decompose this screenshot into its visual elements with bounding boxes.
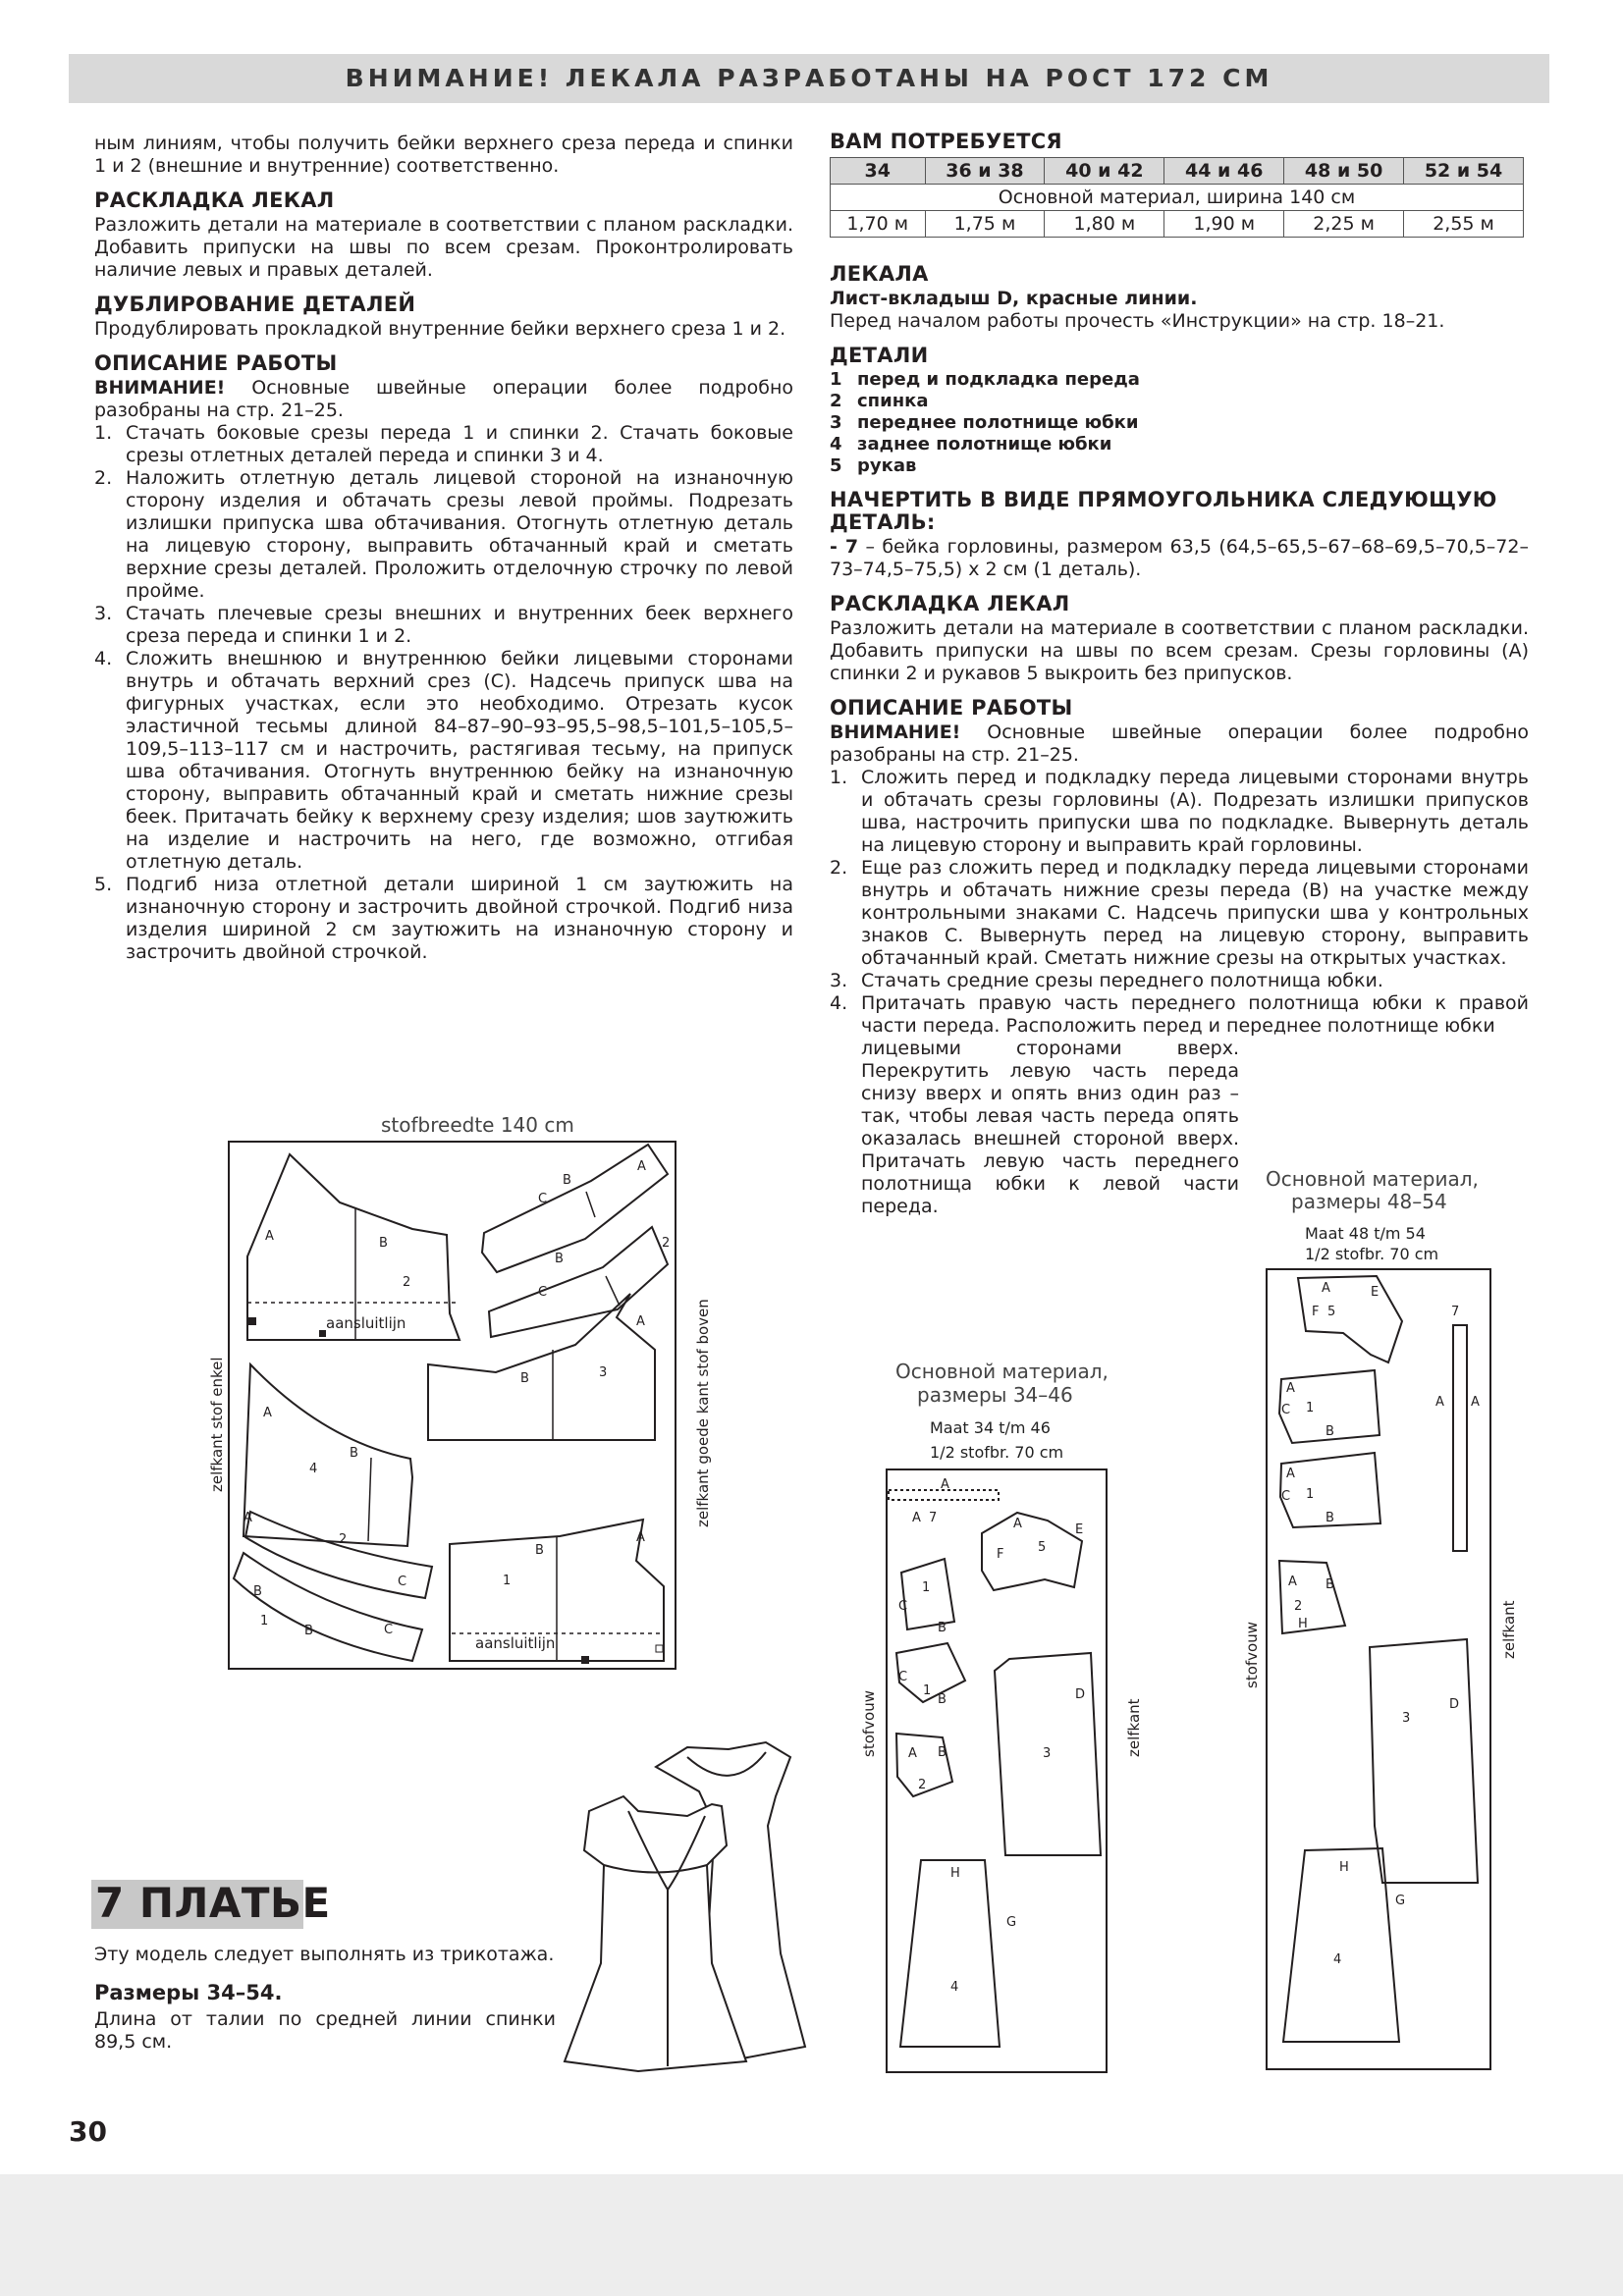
svg-text:A: A	[636, 1530, 645, 1545]
size-header: 44 и 46	[1164, 158, 1284, 185]
size-header: 52 и 54	[1404, 158, 1524, 185]
svg-text:7: 7	[929, 1511, 938, 1525]
svg-text:A: A	[243, 1511, 252, 1525]
svg-text:4: 4	[1333, 1952, 1342, 1967]
amount-cell: 1,70 м	[831, 211, 926, 238]
svg-text:B: B	[253, 1584, 262, 1599]
svg-text:C: C	[898, 1599, 908, 1614]
list-item: 3 переднее полотнище юбки	[830, 412, 1139, 433]
amount-cell: 1,80 м	[1045, 211, 1164, 238]
header-banner-text: ВНИМАНИЕ! ЛЕКАЛА РАЗРАБОТАНЫ НА РОСТ 172 СМ	[345, 64, 1273, 92]
svg-text:3: 3	[1402, 1711, 1411, 1726]
list-item: 3. Стачать средние срезы переднего полотнища юбки.	[830, 970, 1383, 991]
svg-text:C: C	[1281, 1403, 1291, 1417]
svg-text:1: 1	[503, 1574, 512, 1588]
svg-text:B: B	[520, 1371, 529, 1386]
svg-text:2: 2	[1294, 1599, 1303, 1614]
fabric-width-label: stofbreedte 140 cm	[381, 1113, 574, 1137]
svg-text:B: B	[1325, 1424, 1334, 1439]
page-number: 30	[69, 2115, 107, 2148]
svg-text:A: A	[908, 1746, 917, 1761]
amount-cell: 2,25 м	[1284, 211, 1404, 238]
svg-text:A: A	[941, 1477, 949, 1492]
svg-text:A: A	[1013, 1517, 1022, 1531]
svg-text:5: 5	[1327, 1305, 1336, 1319]
svg-text:A: A	[636, 1314, 645, 1329]
svg-text:C: C	[398, 1575, 407, 1589]
large-fold-label: stofvouw	[1243, 1622, 1261, 1688]
svg-text:5: 5	[1038, 1540, 1047, 1555]
large-layout-sizes: размеры 48–54	[1291, 1190, 1447, 1213]
svg-text:1: 1	[922, 1580, 931, 1595]
selvedge-left-label: zelfkant stof enkel	[208, 1357, 226, 1492]
step4-continued: лицевыми сторонами вверх. Перекрутить левую часть переда снизу вверх и опять вниз один раз – так, чтобы левая часть переда опять оказалась внешней стороной вверх. Притачать левую часть переднего полотнища юбки к левой части переда.	[861, 1038, 1239, 1217]
work-heading-right: ОПИСАНИЕ РАБОТЫ	[830, 696, 1073, 720]
work-heading: ОПИСАНИЕ РАБОТЫ	[94, 351, 338, 375]
list-item: 1. Стачать боковые срезы переда 1 и спинки 2. Стачать боковые срезы отлетных деталей переда и спинки 3 и 4.	[94, 422, 793, 466]
layout-heading: РАСКЛАДКА ЛЕКАЛ	[94, 188, 335, 212]
svg-text:B: B	[563, 1173, 571, 1188]
svg-text:B: B	[938, 1692, 947, 1707]
svg-text:G: G	[1395, 1894, 1406, 1908]
svg-text:4: 4	[950, 1980, 959, 1995]
materials-heading: ВАМ ПОТРЕБУЕТСЯ	[830, 130, 1062, 153]
svg-text:C: C	[538, 1285, 548, 1300]
list-item: 3. Стачать плечевые срезы внешних и внутренних беек верхнего среза переда и спинки 1 и 2.	[94, 603, 793, 647]
svg-text:3: 3	[1043, 1746, 1052, 1761]
patterns-note: Перед началом работы прочесть «Инструкции» на стр. 18–21.	[830, 310, 1445, 332]
svg-text:B: B	[938, 1745, 947, 1760]
svg-text:B: B	[350, 1446, 358, 1461]
svg-text:C: C	[538, 1192, 548, 1206]
svg-text:A: A	[1288, 1575, 1297, 1589]
attention-note-right: ВНИМАНИЕ! Основные швейные операции более подробно разобраны на стр. 21–25.	[830, 721, 1529, 766]
list-item: 4. Притачать правую часть переднего полотнища юбки к правой части переда. Расположить перед и переднее полотнище юбки	[830, 992, 1529, 1037]
large-selvedge-label: zelfkant	[1500, 1600, 1518, 1659]
svg-text:G: G	[1006, 1915, 1017, 1930]
svg-text:B: B	[535, 1543, 544, 1558]
svg-text:B: B	[938, 1621, 947, 1635]
svg-text:F: F	[1312, 1305, 1320, 1319]
svg-text:1: 1	[1306, 1401, 1315, 1415]
list-item: 2. Наложить отлетную деталь лицевой стороной на изнаночную сторону изделия и обтачать срезы левой проймы. Подрезать излишки припуска шва обтачивания. Отогнуть отлетную деталь на лицевую сторону, выправить обтачанный край и сметать верхние срезы деталей. Проложить отделочную строчку по левой пройме.	[94, 467, 793, 602]
svg-text:H: H	[1298, 1617, 1308, 1631]
material-row: Основной материал, ширина 140 см	[831, 185, 1524, 211]
svg-text:2: 2	[403, 1275, 411, 1290]
list-item: 1 перед и подкладка переда	[830, 369, 1140, 390]
rectangle-heading: НАЧЕРТИТЬ В ВИДЕ ПРЯМОУГОЛЬНИКА СЛЕДУЮЩУЮ ДЕТАЛЬ:	[830, 488, 1497, 534]
small-fold-label: stofvouw	[860, 1690, 878, 1757]
large-layout-width: 1/2 stofbr. 70 cm	[1305, 1245, 1439, 1263]
small-layout-width: 1/2 stofbr. 70 cm	[930, 1443, 1064, 1462]
selvedge-right-label: zelfkant goede kant stof boven	[694, 1299, 712, 1527]
svg-text:A: A	[1471, 1395, 1480, 1410]
parts-heading: ДЕТАЛИ	[830, 344, 929, 367]
svg-text:B: B	[304, 1624, 313, 1638]
svg-text:C: C	[384, 1623, 394, 1637]
amount-cell: 1,90 м	[1164, 211, 1284, 238]
svg-text:4: 4	[309, 1462, 318, 1476]
svg-text:C: C	[898, 1670, 908, 1684]
svg-text:A: A	[1322, 1281, 1330, 1296]
duplication-text: Продублировать прокладкой внутренние бейки верхнего среза 1 и 2.	[94, 318, 786, 340]
svg-text:E: E	[1371, 1285, 1380, 1300]
svg-text:7: 7	[1451, 1305, 1460, 1319]
patterns-heading: ЛЕКАЛА	[830, 262, 929, 286]
svg-text:A: A	[637, 1159, 646, 1174]
small-layout-sizes: размеры 34–46	[917, 1383, 1073, 1407]
svg-text:A: A	[1435, 1395, 1444, 1410]
svg-text:1: 1	[260, 1614, 269, 1629]
small-layout-title: Основной материал,	[895, 1360, 1109, 1383]
knit-note: Эту модель следует выполнять из трикотажа.	[94, 1944, 555, 1965]
size-header: 48 и 50	[1284, 158, 1404, 185]
svg-text:H: H	[950, 1866, 960, 1881]
svg-text:D: D	[1075, 1687, 1086, 1702]
svg-text:A: A	[265, 1229, 274, 1244]
size-header: 36 и 38	[925, 158, 1045, 185]
list-item: 2 спинка	[830, 391, 929, 411]
join-line-label-b: aansluitlijn	[475, 1634, 556, 1652]
svg-text:1: 1	[923, 1683, 932, 1698]
large-layout-maat: Maat 48 t/m 54	[1305, 1224, 1426, 1243]
intro-text: ным линиям, чтобы получить бейки верхнего среза переда и спинки 1 и 2 (внешние и внутренние) соответственно.	[94, 133, 793, 177]
svg-text:B: B	[1325, 1511, 1334, 1525]
list-item: 4. Сложить внешнюю и внутреннюю бейки лицевыми сторонами внутрь и обтачать верхний срез (C). Надсечь припуск шва на фигурных участках, если это необходимо. Отрезать кусок эластичной тесьмы длиной 84–87–90–93–95,5–98,5–101,5–105,5–109,5–113–117 см и настрочить, растягивая тесьму, на припуск шва обтачивания. Отогнуть внутреннюю бейку на изнаночную сторону, выправить обтачанный край и сметать нижние срезы беек. Притачать бейку к верхнему срезу изделия; шов заутюжить на изделие и настрочить на него, где возможно, отгибая отлетную деталь.	[94, 648, 793, 873]
list-item: 1. Сложить перед и подкладку переда лицевыми сторонами внутрь и обтачать срезы горловины (A). Подрезать излишки припусков шва, настрочить припуски шва по подкладке. Вывернуть деталь на лицевую сторону и выправить край горловины.	[830, 767, 1529, 856]
layout-text-right: Разложить детали на материале в соответствии с планом раскладки. Добавить припуски на швы по всем срезам. Срезы горловины (A) спинки 2 и рукавов 5 выкроить без припусков.	[830, 617, 1529, 684]
rectangle-text: - 7 – бейка горловины, размером 63,5 (64,5–65,5–67–68–69,5–70,5–72–73–74,5–75,5) х 2 см (1 деталь).	[830, 536, 1529, 580]
svg-text:3: 3	[599, 1365, 608, 1380]
layout-heading-right: РАСКЛАДКА ЛЕКАЛ	[830, 592, 1070, 615]
list-item: 4 заднее полотнище юбки	[830, 434, 1112, 454]
size-header: 34	[831, 158, 926, 185]
svg-text:2: 2	[662, 1236, 671, 1251]
small-layout-maat: Maat 34 t/m 46	[930, 1418, 1051, 1437]
svg-text:A: A	[1286, 1381, 1295, 1396]
svg-text:A: A	[912, 1511, 921, 1525]
attention-text: Основные швейные операции более подробно разобраны на стр. 21–25.	[94, 377, 793, 421]
length-text: Длина от талии по средней линии спинки 89,5 см.	[94, 2008, 556, 2053]
duplication-heading: ДУБЛИРОВАНИЕ ДЕТАЛЕЙ	[94, 293, 416, 316]
svg-text:A: A	[1286, 1467, 1295, 1481]
svg-text:1: 1	[1306, 1487, 1315, 1502]
svg-text:C: C	[1281, 1489, 1291, 1504]
svg-text:B: B	[1325, 1577, 1334, 1592]
svg-text:D: D	[1449, 1697, 1460, 1712]
layout-text: Разложить детали на материале в соответствии с планом раскладки. Добавить припуски на швы по всем срезам. Проконтролировать наличие левых и правых деталей.	[94, 214, 793, 281]
svg-text:H: H	[1339, 1860, 1349, 1875]
svg-text:A: A	[263, 1406, 272, 1420]
patterns-sheet: Лист-вкладыш D, красные линии.	[830, 288, 1198, 309]
svg-text:2: 2	[339, 1532, 348, 1547]
page-title: 7 ПЛАТЬЕ	[95, 1879, 331, 1927]
list-item: 5 рукав	[830, 455, 917, 476]
large-layout-title: Основной материал,	[1266, 1167, 1479, 1191]
small-selvedge-label: zelfkant	[1125, 1698, 1143, 1757]
svg-text:2: 2	[918, 1778, 927, 1792]
sizes-label: Размеры 34–54.	[94, 1981, 283, 2004]
attention-label: ВНИМАНИЕ!	[94, 377, 226, 399]
svg-text:B: B	[379, 1236, 388, 1251]
amount-cell: 1,75 м	[925, 211, 1045, 238]
svg-text:F: F	[997, 1547, 1004, 1562]
model-info	[94, 1944, 556, 2054]
size-header: 40 и 42	[1045, 158, 1164, 185]
list-item: 2. Еще раз сложить перед и подкладку переда лицевыми сторонами внутрь и обтачать нижние срезы переда (B) на участке между контрольными знаками C. Надсечь припуски шва у контрольных знаков C. Вывернуть перед на лицевую сторону, выправить обтачанный край. Сметать нижние срезы на открытых участках.	[830, 857, 1529, 969]
join-line-label-a: aansluitlijn	[326, 1314, 406, 1332]
svg-text:B: B	[555, 1252, 564, 1266]
amount-cell: 2,55 м	[1404, 211, 1524, 238]
svg-text:E: E	[1075, 1522, 1084, 1537]
list-item: 5. Подгиб низа отлетной детали шириной 1 см заутюжить на изнаночную сторону и застрочить двойной строчкой. Подгиб низа изделия шириной 2 см заутюжить на изнаночную сторону и застрочить двойной строчкой.	[94, 874, 793, 963]
